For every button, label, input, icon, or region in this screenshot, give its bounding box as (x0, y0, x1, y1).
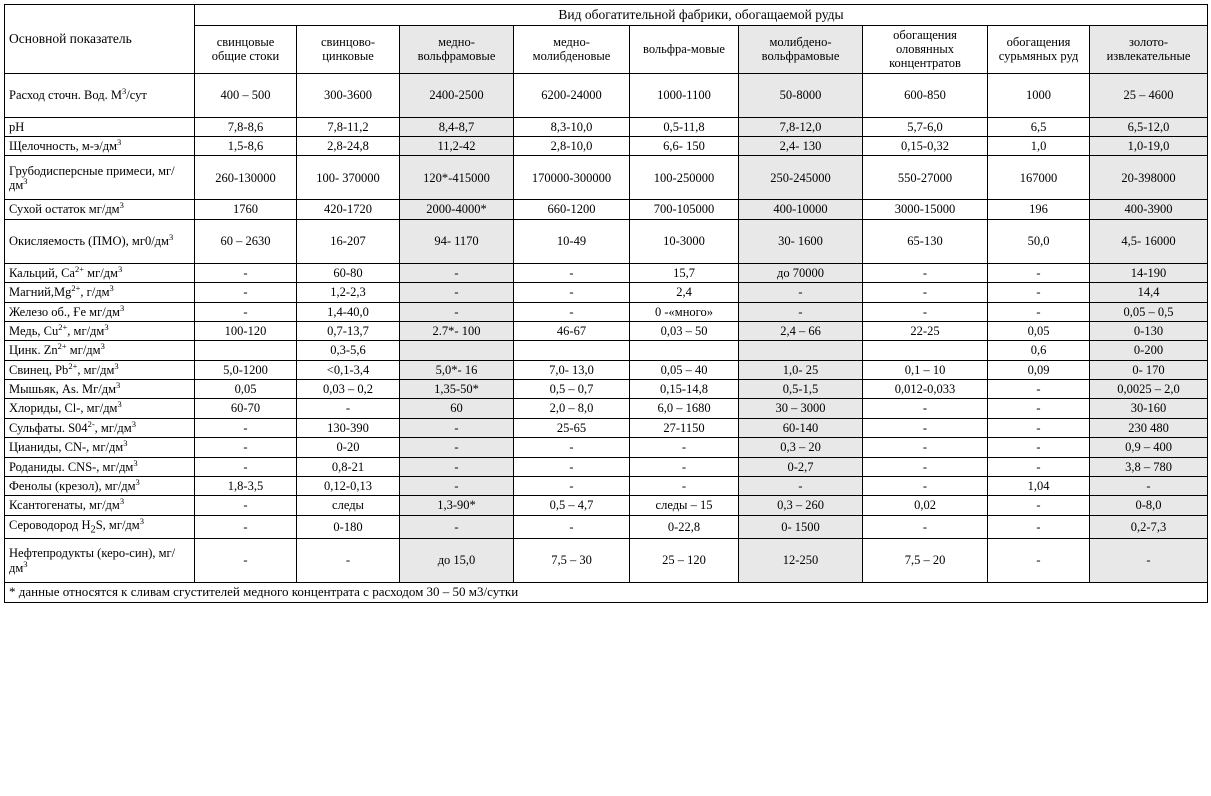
table-cell: - (514, 263, 630, 282)
table-cell: - (195, 457, 297, 476)
table-cell: 60 (400, 399, 514, 418)
header-col-7: обогащения оловянных концентратов (863, 25, 988, 73)
table-cell (195, 341, 297, 360)
table-cell: - (988, 302, 1090, 321)
table-cell: 16-207 (297, 219, 400, 263)
table-cell: - (400, 302, 514, 321)
table-cell: 0,3-5,6 (297, 341, 400, 360)
table-row (5, 515, 1208, 538)
table-cell: 260-130000 (195, 156, 297, 200)
table-row (5, 200, 1208, 219)
table-cell: - (988, 496, 1090, 515)
table-row (5, 117, 1208, 136)
table-cell: 25-65 (514, 418, 630, 437)
table-row (5, 360, 1208, 379)
table-cell: 0,1 – 10 (863, 360, 988, 379)
table-cell: 25 – 120 (630, 539, 739, 583)
table-cell: 0,5 – 0,7 (514, 380, 630, 399)
table-cell: - (514, 438, 630, 457)
table-cell: 2,4- 130 (739, 137, 863, 156)
row-label: Сероводород $H_2S$, $мг/дм^3$ (5, 515, 195, 538)
table-cell: 0,3 – 20 (739, 438, 863, 457)
row-label: Сульфаты. $S04^{2-}$, $мг/дм^3$ (5, 418, 195, 437)
table-row (5, 496, 1208, 515)
table-cell: 0,5-1,5 (739, 380, 863, 399)
table-cell: - (195, 438, 297, 457)
table-cell: 0-2,7 (739, 457, 863, 476)
table-cell: 5,7-6,0 (863, 117, 988, 136)
header-main-indicator: Основной показатель (5, 5, 195, 74)
table-cell (400, 341, 514, 360)
table-cell: 167000 (988, 156, 1090, 200)
table-footer (5, 583, 1208, 603)
table-cell: - (195, 263, 297, 282)
table-row (5, 438, 1208, 457)
table-cell: 0,6 (988, 341, 1090, 360)
table-cell: 0,09 (988, 360, 1090, 379)
row-label: Нефтепродукты (керо-син), $мг/дм^3$ (5, 539, 195, 583)
table-cell: - (988, 438, 1090, 457)
table-cell: 700-105000 (630, 200, 739, 219)
table-cell: 7,8-11,2 (297, 117, 400, 136)
table-cell (630, 341, 739, 360)
table-cell: 10-3000 (630, 219, 739, 263)
table-cell: 196 (988, 200, 1090, 219)
table-cell: 0,9 – 400 (1090, 438, 1208, 457)
table-cell: 46-67 (514, 321, 630, 340)
table-cell: 0-130 (1090, 321, 1208, 340)
table-cell: - (1090, 539, 1208, 583)
table-cell: - (1090, 476, 1208, 495)
table-cell: 1,35-50* (400, 380, 514, 399)
table-cell: 0-20 (297, 438, 400, 457)
table-cell: 1,2-2,3 (297, 283, 400, 302)
header-col-8: обогащения сурьмяных руд (988, 25, 1090, 73)
footnote-row (5, 583, 1208, 603)
row-label: Цианиды, CN-, $мг/дм^3$ (5, 438, 195, 457)
table-cell: 50-8000 (739, 73, 863, 117)
row-label: Окисляемость (ПМО), $мг0/дм^3$ (5, 219, 195, 263)
wastewater-composition-table (4, 4, 1208, 603)
table-cell: 8,4-8,7 (400, 117, 514, 136)
row-label: Хлориды, Cl-, $мг/дм^3$ (5, 399, 195, 418)
table-cell: - (863, 418, 988, 437)
table-cell: 400-10000 (739, 200, 863, 219)
table-cell: 2,4 (630, 283, 739, 302)
table-cell: - (863, 399, 988, 418)
table-cell: - (195, 302, 297, 321)
table-cell: 1760 (195, 200, 297, 219)
table-cell: - (630, 476, 739, 495)
row-label: pH (5, 117, 195, 136)
table-cell: 0,7-13,7 (297, 321, 400, 340)
table-cell: 300-3600 (297, 73, 400, 117)
header-col-6: молибдено-вольфрамовые (739, 25, 863, 73)
header-col-4: медно-молибденовые (514, 25, 630, 73)
table-cell: 20-398000 (1090, 156, 1208, 200)
table-cell: 50,0 (988, 219, 1090, 263)
table-cell: 2000-4000* (400, 200, 514, 219)
table-cell: 0,5 – 4,7 (514, 496, 630, 515)
table-cell: 0- 1500 (739, 515, 863, 538)
table-cell: 30 – 3000 (739, 399, 863, 418)
table-cell: - (400, 476, 514, 495)
table-cell: 0,05 – 40 (630, 360, 739, 379)
table-cell: 3,8 – 780 (1090, 457, 1208, 476)
table-cell: <0,1-3,4 (297, 360, 400, 379)
table-cell: 1000 (988, 73, 1090, 117)
table-cell: 12-250 (739, 539, 863, 583)
table-cell: - (195, 418, 297, 437)
table-cell: 0,2-7,3 (1090, 515, 1208, 538)
header-col-2: свинцово-цинковые (297, 25, 400, 73)
table-cell: 0,02 (863, 496, 988, 515)
table-cell: 1000-1100 (630, 73, 739, 117)
header-group-title: Вид обогатительной фабрики, обогащаемой руды (195, 5, 1208, 26)
table-cell: - (195, 283, 297, 302)
table-cell: - (988, 263, 1090, 282)
table-cell: 60-70 (195, 399, 297, 418)
table-cell: 400 – 500 (195, 73, 297, 117)
table-row (5, 73, 1208, 117)
table-cell: 230 480 (1090, 418, 1208, 437)
table-cell: 1,0 (988, 137, 1090, 156)
table-cell: до 70000 (739, 263, 863, 282)
row-label: Свинец, $Pb^{2+}$, $мг/дм^3$ (5, 360, 195, 379)
table-cell: - (195, 515, 297, 538)
table-cell: 100- 370000 (297, 156, 400, 200)
table-cell: 5,0*- 16 (400, 360, 514, 379)
table-cell: - (400, 263, 514, 282)
header-col-9: золото-извлекательные (1090, 25, 1208, 73)
table-row (5, 399, 1208, 418)
table-cell: 5,0-1200 (195, 360, 297, 379)
table-cell: 0,8-21 (297, 457, 400, 476)
table-cell (739, 341, 863, 360)
table-cell: 250-245000 (739, 156, 863, 200)
table-cell: 2,8-10,0 (514, 137, 630, 156)
table-cell: 1,04 (988, 476, 1090, 495)
table-cell: - (514, 283, 630, 302)
table-cell: 130-390 (297, 418, 400, 437)
table-cell: 60-140 (739, 418, 863, 437)
table-cell: 6,0 – 1680 (630, 399, 739, 418)
table-row (5, 476, 1208, 495)
table-cell: - (863, 263, 988, 282)
table-row (5, 283, 1208, 302)
table-body (5, 73, 1208, 582)
table-cell: 7,8-12,0 (739, 117, 863, 136)
table-row (5, 457, 1208, 476)
table-cell: 60-80 (297, 263, 400, 282)
table-cell: - (514, 302, 630, 321)
table-row (5, 263, 1208, 282)
table-cell: - (400, 438, 514, 457)
table-cell: 8,3-10,0 (514, 117, 630, 136)
table-row (5, 219, 1208, 263)
table-cell: 6,6- 150 (630, 137, 739, 156)
row-label: Железо об., Ғе $мг/дм^3$ (5, 302, 195, 321)
table-cell: 0,5-11,8 (630, 117, 739, 136)
table-cell: 0,15-14,8 (630, 380, 739, 399)
table-cell: следы (297, 496, 400, 515)
row-label: Цинк. $Zn^{2+}$ $мг/дм^3$ (5, 341, 195, 360)
table-cell: - (988, 283, 1090, 302)
table-cell: 120*-415000 (400, 156, 514, 200)
table-cell: 0- 170 (1090, 360, 1208, 379)
table-cell: - (739, 476, 863, 495)
table-cell: - (400, 283, 514, 302)
table-cell: 0,12-0,13 (297, 476, 400, 495)
table-cell: 1,0-19,0 (1090, 137, 1208, 156)
table-cell: 1,5-8,6 (195, 137, 297, 156)
table-cell: 10-49 (514, 219, 630, 263)
table-cell: 1,0- 25 (739, 360, 863, 379)
table-cell: 100-250000 (630, 156, 739, 200)
table-cell: 0 -«много» (630, 302, 739, 321)
table-cell: 2.7*- 100 (400, 321, 514, 340)
table-cell: 2400-2500 (400, 73, 514, 117)
table-cell: 6,5 (988, 117, 1090, 136)
row-label: Мышьяк, As. $Мг/дм^3$ (5, 380, 195, 399)
table-cell: 2,4 – 66 (739, 321, 863, 340)
table-cell: 1,3-90* (400, 496, 514, 515)
table-cell (863, 341, 988, 360)
table-cell: - (400, 515, 514, 538)
table-cell: 0,05 (988, 321, 1090, 340)
table-cell: - (297, 539, 400, 583)
table-cell: 1,8-3,5 (195, 476, 297, 495)
table-cell: - (863, 476, 988, 495)
table-header (5, 5, 1208, 74)
table-cell: - (988, 399, 1090, 418)
row-label: Фенолы (крезол), $мг/дм^3$ (5, 476, 195, 495)
row-label: $Магний,Mg^{2+}$, $г/дм^3$ (5, 283, 195, 302)
footnote-text: * данные относятся к сливам сгустителей медного концентрата с расходом 30 – 50 м3/сутки (5, 583, 1208, 603)
table-row (5, 156, 1208, 200)
table-cell: - (988, 380, 1090, 399)
row-label: Роданиды. CNS-, $мг/дм^3$ (5, 457, 195, 476)
table-cell: 0,03 – 0,2 (297, 380, 400, 399)
table-row (5, 321, 1208, 340)
table-cell: следы – 15 (630, 496, 739, 515)
table-cell: 600-850 (863, 73, 988, 117)
table-cell: 7,5 – 20 (863, 539, 988, 583)
table-cell: - (739, 283, 863, 302)
table-cell: 2,0 – 8,0 (514, 399, 630, 418)
table-cell: до 15,0 (400, 539, 514, 583)
table-row (5, 302, 1208, 321)
table-cell: 2,8-24,8 (297, 137, 400, 156)
table-cell: 65-130 (863, 219, 988, 263)
table-cell: 0-180 (297, 515, 400, 538)
table-cell: - (297, 399, 400, 418)
table-cell: - (400, 457, 514, 476)
row-label: Медь, $Cu^{2+}$, $мг/дм^3$ (5, 321, 195, 340)
table-cell: - (863, 515, 988, 538)
header-col-5: вольфра-мовые (630, 25, 739, 73)
table-cell: 22-25 (863, 321, 988, 340)
table-row (5, 539, 1208, 583)
table-cell: 550-27000 (863, 156, 988, 200)
table-cell: 3000-15000 (863, 200, 988, 219)
table-cell: 660-1200 (514, 200, 630, 219)
table-cell: - (863, 457, 988, 476)
row-label: Щелочность, $м-э/дм^3$ (5, 137, 195, 156)
table-cell: 0,03 – 50 (630, 321, 739, 340)
table-cell: 0,012-0,033 (863, 380, 988, 399)
table-cell: 14-190 (1090, 263, 1208, 282)
row-label: Расход сточн. Вод. $М^3$/сут (5, 73, 195, 117)
table-cell: 30-160 (1090, 399, 1208, 418)
table-cell: - (514, 476, 630, 495)
table-cell: 0,3 – 260 (739, 496, 863, 515)
table-cell: 0,05 – 0,5 (1090, 302, 1208, 321)
table-cell: - (988, 515, 1090, 538)
table-cell: 25 – 4600 (1090, 73, 1208, 117)
table-cell: - (630, 457, 739, 476)
table-cell: 0-8,0 (1090, 496, 1208, 515)
table-cell: 27-1150 (630, 418, 739, 437)
table-cell (514, 341, 630, 360)
table-cell: 15,7 (630, 263, 739, 282)
table-cell: - (739, 302, 863, 321)
table-cell: 170000-300000 (514, 156, 630, 200)
table-cell: 30- 1600 (739, 219, 863, 263)
table-cell: - (630, 438, 739, 457)
header-row-group (5, 5, 1208, 26)
table-cell: 0,15-0,32 (863, 137, 988, 156)
table-cell: - (514, 515, 630, 538)
table-cell: - (400, 418, 514, 437)
table-row (5, 418, 1208, 437)
table-cell: 0,0025 – 2,0 (1090, 380, 1208, 399)
table-cell: - (988, 539, 1090, 583)
table-cell: - (988, 457, 1090, 476)
table-row (5, 137, 1208, 156)
table-cell: 4,5- 16000 (1090, 219, 1208, 263)
row-label: Сухой остаток $мг/дм^3$ (5, 200, 195, 219)
table-cell: - (195, 539, 297, 583)
table-cell: - (514, 457, 630, 476)
table-cell: - (863, 283, 988, 302)
row-label: Кальций, $Са^{2+}$ $мг/дм^3$ (5, 263, 195, 282)
table-cell: - (863, 438, 988, 457)
table-cell: 0,05 (195, 380, 297, 399)
table-cell: 6,5-12,0 (1090, 117, 1208, 136)
row-label: Ксантогенаты, $мг/дм^3$ (5, 496, 195, 515)
table-cell: - (863, 302, 988, 321)
table-cell: 100-120 (195, 321, 297, 340)
table-cell: 7,5 – 30 (514, 539, 630, 583)
header-col-3: медно-вольфрамовые (400, 25, 514, 73)
table-cell: 400-3900 (1090, 200, 1208, 219)
table-cell: 7,8-8,6 (195, 117, 297, 136)
table-cell: 6200-24000 (514, 73, 630, 117)
table-row (5, 380, 1208, 399)
table-cell: 420-1720 (297, 200, 400, 219)
table-cell: - (195, 496, 297, 515)
table-cell: 14,4 (1090, 283, 1208, 302)
table-cell: 7,0- 13,0 (514, 360, 630, 379)
table-cell: 1,4-40,0 (297, 302, 400, 321)
row-label: Грубодисперсные примеси, $мг/дм^3$ (5, 156, 195, 200)
table-cell: - (988, 418, 1090, 437)
header-col-1: свинцовые общие стоки (195, 25, 297, 73)
table-cell: 0-200 (1090, 341, 1208, 360)
table-row (5, 341, 1208, 360)
table-cell: 11,2-42 (400, 137, 514, 156)
table-cell: 0-22,8 (630, 515, 739, 538)
table-cell: 94- 1170 (400, 219, 514, 263)
table-cell: 60 – 2630 (195, 219, 297, 263)
